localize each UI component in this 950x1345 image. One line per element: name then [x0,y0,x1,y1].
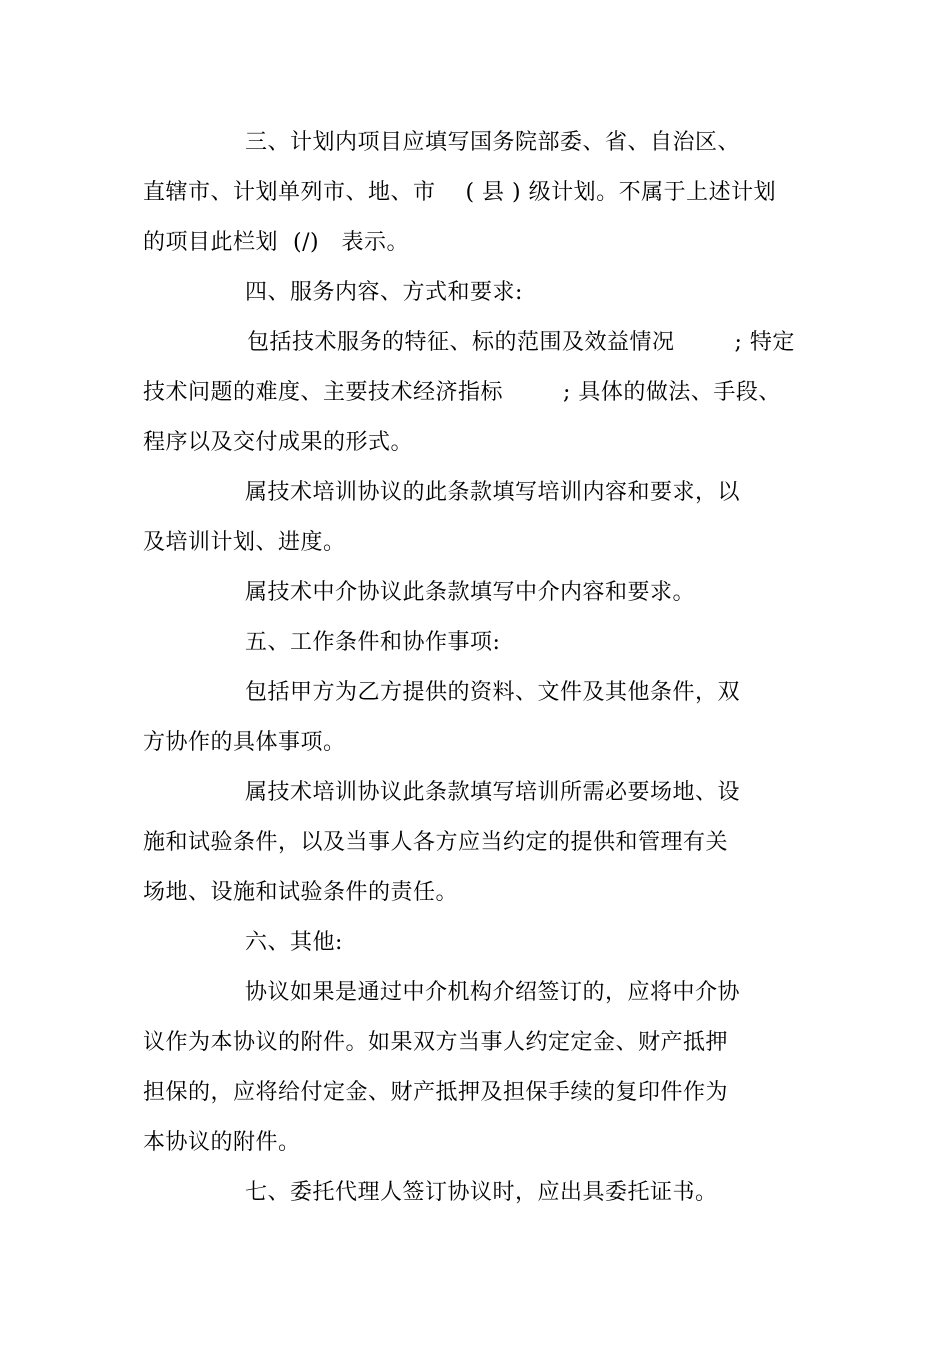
paragraph-line: 程序以及交付成果的形式。 [143,430,414,455]
paragraph-line: 属技术培训协议的此条款填写培训内容和要求，以 [245,480,741,505]
paragraph-line: 担保的，应将给付定金、财产抵押及担保手续的复印件作为 [143,1080,729,1105]
section-heading: 七、委托代理人签订协议时，应出具委托证书。 [245,1180,718,1205]
paragraph-line: 直辖市、计划单列市、地、市 ( 县 ) 级计划。不属于上述计划 [143,180,777,205]
section-heading: 六、其他: [245,930,343,955]
paragraph-line: 属技术培训协议此条款填写培训所需必要场地、设 [245,780,741,805]
paragraph-line: 方协作的具体事项。 [143,730,346,755]
paragraph-line: 施和试验条件，以及当事人各方应当约定的提供和管理有关 [143,830,729,855]
paragraph-line: 的项目此栏划 (/) 表示。 [143,230,410,255]
paragraph-line: 包括技术服务的特征、标的范围及效益情况 ; 特定 [247,330,795,355]
paragraph-line: 技术问题的难度、主要技术经济指标 ; 具体的做法、手段、 [143,380,781,405]
paragraph-line: 议作为本协议的附件。如果双方当事人约定定金、财产抵押 [143,1030,729,1055]
paragraph-line: 包括甲方为乙方提供的资料、文件及其他条件，双 [245,680,741,705]
section-heading: 四、服务内容、方式和要求: [245,280,523,305]
paragraph-line: 三、计划内项目应填写国务院部委、省、自治区、 [245,130,741,155]
paragraph-line: 本协议的附件。 [143,1130,301,1155]
section-heading: 五、工作条件和协作事项: [245,630,501,655]
paragraph-line: 场地、设施和试验条件的责任。 [143,880,459,905]
paragraph-line: 属技术中介协议此条款填写中介内容和要求。 [245,580,696,605]
paragraph-line: 及培训计划、进度。 [143,530,346,555]
paragraph-line: 协议如果是通过中介机构介绍签订的，应将中介协 [245,980,741,1005]
